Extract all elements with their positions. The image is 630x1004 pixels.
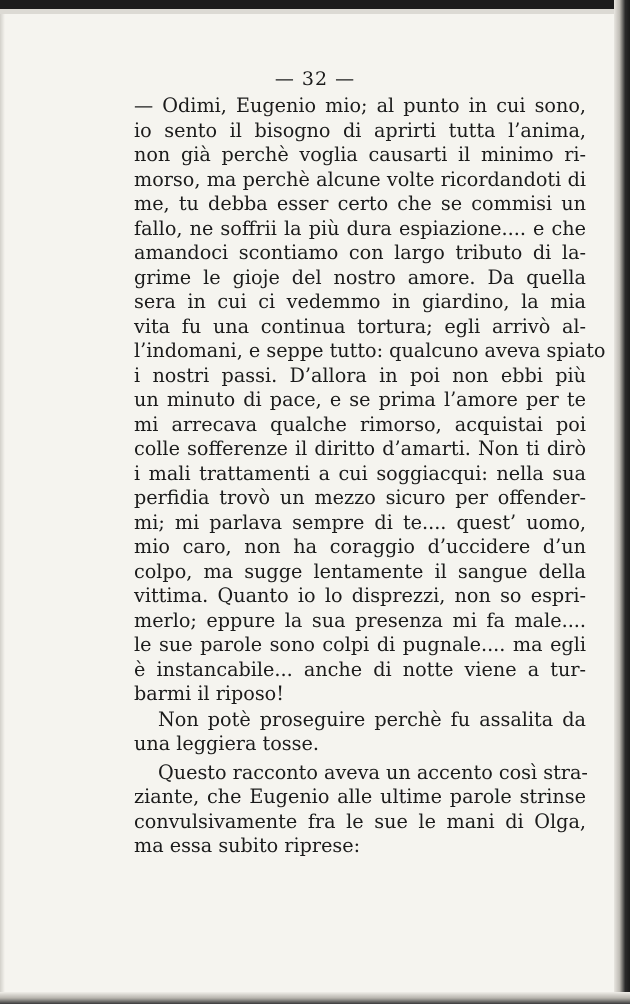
scan-bottom-edge <box>0 992 630 1004</box>
text-line: colle sofferenze il diritto d’amarti. Non ti dirò <box>134 437 586 460</box>
paragraph <box>134 94 606 707</box>
text-line: i nostri passi. D’allora in poi non ebbi più <box>134 363 586 387</box>
scan-top-edge <box>0 0 630 9</box>
text-line: vittima. Quanto io lo disprezzi, non so espri- <box>134 584 586 607</box>
text-line: i mali trattamenti a cui soggiacqui: nella sua <box>134 461 586 485</box>
scan-left-shadow <box>0 0 5 1004</box>
text-line: perfidia trovò un mezzo sicuro per offender- <box>134 486 586 509</box>
scan-top-gap <box>0 9 630 14</box>
text-line: mi; mi parlava sempre di te.... quest’ uomo, <box>134 510 586 534</box>
text-line: convulsivamente fra le sue le mani di Olga, <box>134 809 586 833</box>
text-line: una leggiera tosse. <box>134 732 319 755</box>
text-line: fallo, ne soffrii la più dura espiazione.... e che <box>134 216 586 240</box>
text-line: io sento il bisogno di aprirti tutta l’anima, <box>134 118 586 142</box>
page-number: — 32 — <box>274 68 356 90</box>
text-line: l’indomani, e seppe tutto: qualcuno aveva spiato <box>134 339 606 362</box>
text-line: ziante, che Eugenio alle ultime parole strinse <box>134 785 586 808</box>
paragraph <box>134 707 586 757</box>
text-line: Questo racconto aveva un accento così stra- <box>158 760 588 784</box>
paragraph <box>134 757 586 859</box>
text-line: — Odimi, Eugenio mio; al punto in cui sono, <box>134 94 586 117</box>
text-line: è instancabile... anche di notte viene a tur- <box>134 657 586 681</box>
text-line: le sue parole sono colpi di pugnale.... ma egli <box>134 633 586 656</box>
text-line: mio caro, non ha coraggio d’uccidere d’un <box>134 535 586 558</box>
body-text <box>134 94 606 859</box>
text-line: Non potè proseguire perchè fu assalita da <box>158 707 586 731</box>
text-line: amandoci scontiamo con largo tributo di la- <box>134 241 586 264</box>
text-line: me, tu debba esser certo che se commisi un <box>134 192 586 215</box>
text-line: ma essa subito riprese: <box>134 834 361 857</box>
scan-right-edge <box>614 0 630 1004</box>
text-line: un minuto di pace, e se prima l’amore per te <box>134 388 586 411</box>
text-line: sera in cui ci vedemmo in giardino, la mia <box>134 290 586 313</box>
text-line: colpo, ma sugge lentamente il sangue della <box>134 559 586 583</box>
text-line: morso, ma perchè alcune volte ricordandoti di <box>134 167 586 191</box>
text-line: merlo; eppure la sua presenza mi fa male.... <box>134 608 586 632</box>
text-line: barmi il riposo! <box>134 682 284 705</box>
text-line: mi arrecava qualche rimorso, acquistai poi <box>134 412 586 436</box>
text-line: non già perchè voglia causarti il minimo ri- <box>134 143 586 166</box>
text-line: grime le gioje del nostro amore. Da quella <box>134 265 586 289</box>
text-line: vita fu una continua tortura; egli arrivò al- <box>134 314 586 338</box>
